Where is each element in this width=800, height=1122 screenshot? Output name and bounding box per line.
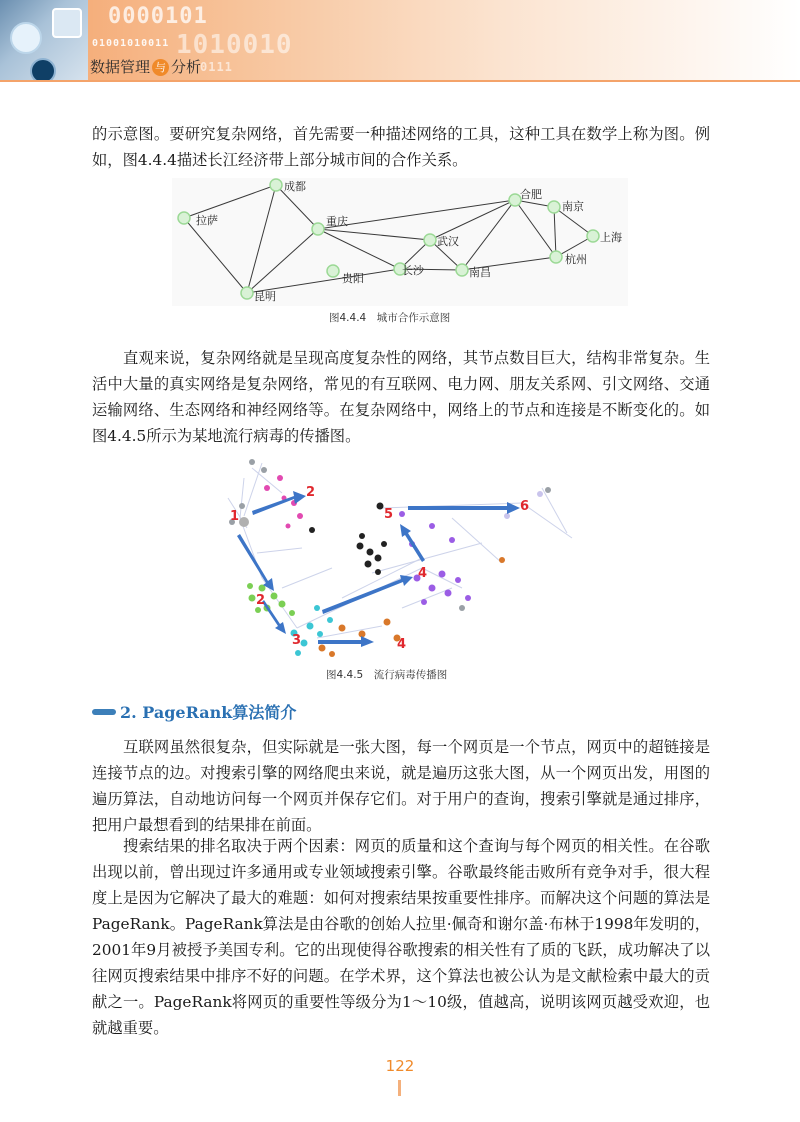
city-node-guiyang <box>327 265 339 277</box>
chart-icon <box>52 8 82 38</box>
section-title: 2. PageRank算法简介 <box>120 703 297 722</box>
city-node-nanjing <box>548 201 560 213</box>
figure-virus-spread <box>222 448 588 658</box>
chapter-title <box>90 56 201 77</box>
body-paragraph: 直观来说，复杂网络就是呈现高度复杂性的网络，其节点数目巨大，结构非常复杂。生活中大量的真实网络是复杂网络，常见的有互联网、电力网、朋友关系网、引文网络、交通运输网络、生态网络和神经网络等。在复杂网络中，网络上的节点和连接是不断变化的。如图4.4.5所示为某地流行病毒的传播图。 <box>92 349 710 445</box>
header-illustration <box>0 0 88 82</box>
body-paragraph: 搜索结果的排名取决于两个因素：网页的质量和这个查询与每个网页的相关性。在谷歌出现以前，曾出现过许多通用或专业领域搜索引擎。谷歌最终能击败所有竞争对手，很大程度上是因为它解决了最大的难题：如何对搜索结果按重要性排序。而解决这个问题的算法是PageRank。PageRank算法是由谷歌的创始人拉里·佩奇和谢尔盖·布林于1998年发明的，2001年9月被授予美国专利。它的出现使得谷歌搜索的相关性有了质的飞跃，成功解决了以往网页搜索结果中排序不好的问题。在学术界，这个算法也被公认为是文献检索中最大的贡献之一。PageRank将网页的重要性等级分为1～10级，值越高，说明该网页越受欢迎，也就越重要。 <box>92 837 710 1037</box>
page-header <box>0 0 800 82</box>
spread-stage-label: 4 <box>418 566 428 581</box>
figure-background <box>172 178 628 306</box>
city-node-chengdu <box>270 179 282 191</box>
city-node-wuhan <box>424 234 436 246</box>
city-label: 重庆 <box>326 215 348 228</box>
city-label: 贵阳 <box>342 272 364 285</box>
figure-caption: 图4.4.4 城市合作示意图 <box>329 312 451 324</box>
city-label: 长沙 <box>402 264 424 277</box>
figure-background <box>222 448 588 658</box>
chapter-title-amp: 与 <box>152 59 169 76</box>
spread-stage-label: 3 <box>292 633 302 648</box>
city-label: 昆明 <box>254 290 276 303</box>
city-label: 杭州 <box>565 253 587 266</box>
spread-stage-label: 2 <box>306 485 316 500</box>
city-label: 上海 <box>600 231 622 244</box>
spread-stage-label: 1 <box>230 509 240 524</box>
city-node-shanghai <box>587 230 599 242</box>
section-marker <box>92 709 116 715</box>
header-binary-decoration: 01001010011 <box>92 38 170 49</box>
body-paragraph: 的示意图。要研究复杂网络，首先需要一种描述网络的工具，这种工具在数学上称为图。例如，图4.4.4描述长江经济带上部分城市间的合作关系。 <box>92 125 710 169</box>
body-paragraph: 互联网虽然很复杂，但实际就是一张大图，每一个网页是一个节点，网页中的超链接是连接节点的边。对搜索引擎的网络爬虫来说，就是遍历这张大图，从一个网页出发，用图的遍历算法，自动地访问每一个网页并保存它们。对于用户的查询，搜索引擎就是通过排序，把用户最想看到的结果排在前面。 <box>92 738 710 834</box>
city-label: 拉萨 <box>196 214 218 227</box>
page-number-tick <box>398 1080 401 1096</box>
city-network-graph <box>172 178 628 306</box>
header-binary-decoration: 0111 <box>200 60 233 74</box>
city-label: 南京 <box>562 200 584 213</box>
figure-city-network <box>172 178 628 306</box>
city-node-chongqing <box>312 223 324 235</box>
city-label: 南昌 <box>469 266 491 279</box>
chapter-title-part2: 分析 <box>171 58 202 76</box>
spread-stage-label: 5 <box>384 507 394 522</box>
search-icon <box>30 58 56 82</box>
city-label: 合肥 <box>520 188 542 201</box>
page-number: 122 <box>385 1057 415 1075</box>
virus-spread-graph <box>222 448 588 658</box>
header-binary-decoration: 0000101 <box>108 4 208 29</box>
figure-caption: 图4.4.5 流行病毒传播图 <box>326 669 448 681</box>
chapter-title-part1: 数据管理 <box>90 58 151 76</box>
city-node-lhasa <box>178 212 190 224</box>
header-divider <box>0 80 800 82</box>
city-node-nanchang <box>456 264 468 276</box>
city-label: 武汉 <box>437 235 459 248</box>
city-label: 成都 <box>284 180 306 193</box>
header-binary-decoration: 1010010 <box>176 30 293 60</box>
spread-stage-label: 4 <box>397 637 407 652</box>
city-node-kunming <box>241 287 253 299</box>
city-node-hangzhou <box>550 251 562 263</box>
magnifier-icon <box>10 22 42 54</box>
spread-stage-label: 2 <box>256 593 266 608</box>
spread-stage-label: 6 <box>520 499 530 514</box>
